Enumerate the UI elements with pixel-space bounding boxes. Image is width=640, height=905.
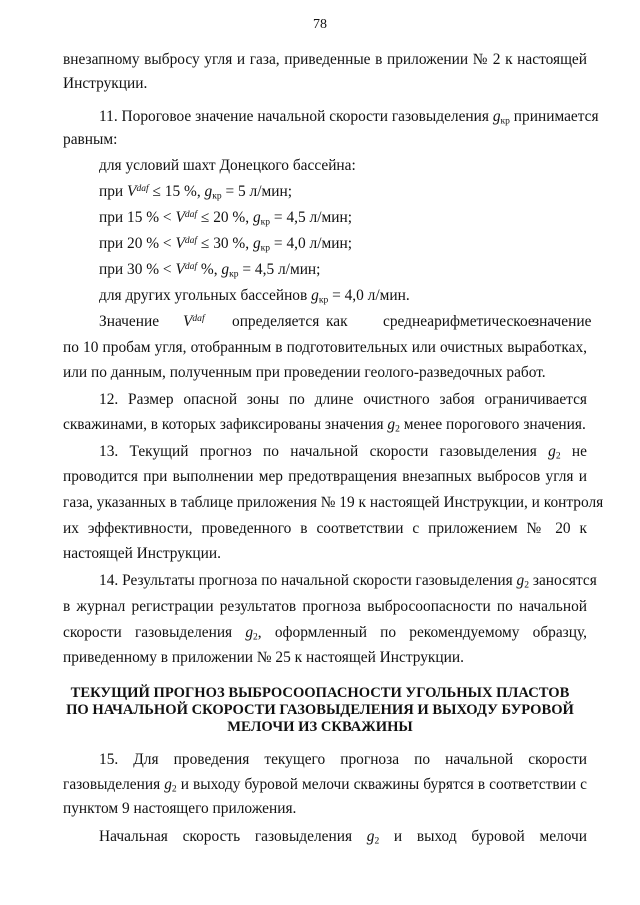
condition-line	[99, 287, 410, 305]
subscript-2: 2	[524, 579, 530, 591]
text-line	[99, 828, 587, 846]
text-run: газовыделения	[63, 776, 165, 793]
text-line: равным:	[63, 131, 118, 148]
condition-line	[99, 183, 292, 201]
text-run: = 4,0 л/мин;	[270, 235, 352, 252]
text-line: газа, указанных в таблице приложения № 19 к настоящей Инструкции, и контроля	[63, 494, 604, 511]
text-run: при 30 % <	[99, 261, 176, 278]
text-run: ≤ 15 %,	[148, 183, 205, 200]
text-line	[63, 776, 587, 794]
text-line: по 10 пробам угля, отобранным в подготовительных или очистных выработках,	[63, 339, 587, 356]
word: как	[326, 313, 348, 330]
subscript-2: 2	[555, 450, 561, 462]
text-line: 15. Для проведения текущего прогноза по начальной скорости	[99, 751, 587, 768]
symbol-g: g	[252, 235, 261, 252]
section-heading-line: ТЕКУЩИЙ ПРОГНОЗ ВЫБРОСООПАСНОСТИ УГОЛЬНЫХ ПЛАСТОВ	[70, 685, 570, 701]
word: значение	[533, 313, 592, 330]
text-run: принимается	[509, 108, 599, 125]
text-line: Инструкции.	[63, 75, 148, 92]
symbol-v: V	[183, 313, 193, 330]
word: определяется	[232, 313, 320, 330]
text-run: ≤ 20 %,	[197, 209, 253, 226]
text-line: 12. Размер опасной зоны по длине очистного забоя ограничивается	[99, 391, 587, 408]
text-line	[99, 443, 587, 461]
text-run: скорости газовыделения	[63, 624, 246, 641]
subscript-kr: кр	[260, 216, 271, 228]
text-run: для других угольных бассейнов	[99, 287, 312, 304]
text-run: Начальная скорость газовыделения	[99, 828, 367, 845]
text-run: и выход буровой мелочи	[379, 828, 587, 845]
superscript-daf: daf	[136, 182, 149, 194]
symbol-v: V	[175, 261, 185, 278]
symbol-g: g	[245, 624, 254, 641]
text-run: 14. Результаты прогноза по начальной скорости газовыделения	[99, 572, 517, 589]
text-run: при 15 % <	[99, 209, 176, 226]
word: Значение	[99, 313, 160, 330]
section-heading-line: МЕЛОЧИ ИЗ СКВАЖИНЫ	[227, 719, 413, 735]
text-run: 11. Пороговое значение начальной скорости газовыделения	[99, 108, 493, 125]
text-line: приведенному в приложении № 25 к настоящей Инструкции.	[63, 649, 464, 666]
symbol-g: g	[164, 776, 172, 793]
condition-line	[99, 235, 352, 253]
symbol-g: g	[204, 183, 213, 200]
text-line: в журнал регистрации результатов прогноза выбросоопасности по начальной	[63, 598, 587, 615]
text-line: настоящей Инструкции.	[63, 545, 221, 562]
text-run: скважинами, в которых зафиксированы значения	[63, 416, 388, 433]
subscript-kr: кр	[500, 115, 510, 127]
symbol-g: g	[366, 828, 375, 845]
symbol-g: g	[492, 108, 501, 125]
text-line: для условий шахт Донецкого бассейна:	[99, 157, 356, 174]
text-run: при 20 % <	[99, 235, 176, 252]
text-run: = 4,5 л/мин;	[238, 261, 321, 278]
section-heading-line: ПО НАЧАЛЬНОЙ СКОРОСТИ ГАЗОВЫДЕЛЕНИЯ И ВЫХОДУ БУРОВОЙ	[66, 702, 574, 718]
condition-line	[99, 261, 320, 279]
condition-line	[99, 209, 352, 227]
text-run: = 4,5 л/мин;	[270, 209, 352, 226]
text-run: = 5 л/мин;	[221, 183, 293, 200]
text-line	[63, 624, 587, 642]
subscript-2: 2	[171, 783, 177, 795]
subscript-2: 2	[253, 631, 258, 643]
text-run: = 4,0 л/мин.	[328, 287, 410, 304]
symbol-g: g	[311, 287, 319, 304]
text-line	[99, 572, 597, 591]
superscript-daf: daf	[192, 312, 205, 324]
symbol-v: V	[175, 235, 185, 252]
text-run: ≤ 30 %,	[197, 235, 253, 252]
symbol-v: V	[175, 209, 185, 226]
word: среднеарифметическое	[383, 313, 535, 330]
text-run: %,	[197, 261, 222, 278]
subscript-kr: кр	[212, 190, 222, 202]
text-line: или по данным, полученным при проведении геолого-разведочных работ.	[63, 364, 546, 381]
symbol-g: g	[387, 416, 396, 433]
symbol-g: g	[548, 443, 556, 460]
text-run: при	[99, 183, 128, 200]
text-run: , оформленный по рекомендуемому образцу,	[257, 624, 587, 641]
text-line: внезапному выбросу угля и газа, приведенные в приложении № 2 к настоящей	[63, 51, 587, 68]
text-line: проводится при выполнении мер предотвращения внезапных выбросов угля и	[63, 468, 587, 485]
text-line: пунктом 9 настоящего приложения.	[63, 800, 297, 817]
text-run: заносятся	[529, 572, 597, 589]
symbol-vdaf	[183, 313, 205, 331]
superscript-daf: daf	[184, 208, 198, 220]
symbol-g: g	[516, 572, 525, 589]
text-run: менее порогового значения.	[399, 416, 586, 433]
subscript-2: 2	[374, 835, 380, 847]
symbol-g: g	[221, 261, 230, 278]
paragraph-11-line	[99, 108, 599, 126]
text-line	[63, 416, 586, 434]
text-run: 13. Текущий прогноз по начальной скорости газовыделения	[99, 443, 549, 460]
subscript-2: 2	[395, 423, 400, 435]
page-number: 78	[313, 17, 327, 32]
subscript-kr: кр	[229, 268, 239, 280]
superscript-daf: daf	[184, 260, 198, 272]
superscript-daf: daf	[184, 234, 198, 246]
symbol-v: V	[127, 183, 137, 200]
text-run: и выходу буровой мелочи скважины бурятся в соответствии с	[176, 776, 588, 793]
text-run: не	[560, 443, 587, 460]
subscript-kr: кр	[260, 242, 271, 254]
symbol-g: g	[252, 209, 261, 226]
subscript-kr: кр	[318, 294, 329, 306]
text-line: их эффективности, проведенного в соответствии с приложением № 20 к	[63, 520, 587, 537]
